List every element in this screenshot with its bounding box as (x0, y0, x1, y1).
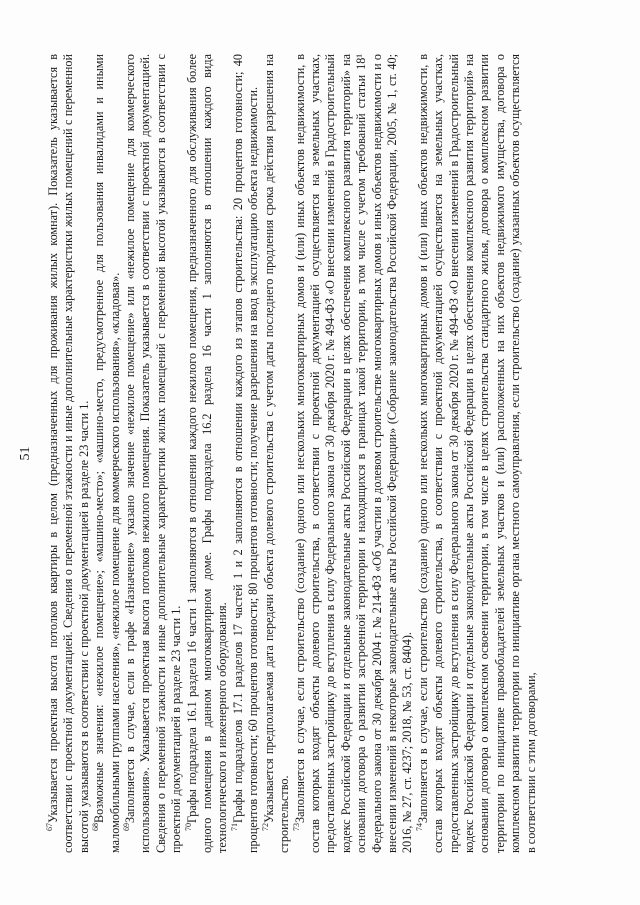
footnote (293, 54, 416, 853)
footnote-text: Заполняется в случае, если в графе «Назначение» указано значение «нежилое помещение» или «нежилое помещение для коммерческого использования». Указывается проектная высота потолков нежилого помещения. Показатель указывается в соответствии с проектной документацией. Сведения о переменной этажности и иные дополнительные характеристики жилых помещений с переменной высотой указываются в соответствии с проектной документацией в разделе 23 части 1. (123, 54, 184, 853)
footnote-mark: 70 (183, 823, 193, 831)
footnote-mark: 71 (229, 823, 239, 831)
footnote (92, 54, 123, 853)
footnote-mark: 68 (91, 823, 101, 831)
footnote-text: Заполняется в случае, если строительство (создание) одного или нескольких многоквартирных домов и (или) иных объектов недвижимости, в состав которых входят объекты долевого строительства, в соответствии с проектной документацией осуществляется на земельных участках, предоставленных застройщику до вступления в силу Федерального закона от 30 декабря 2020 г. № 494-ФЗ «О внесении изменений в Градостроительный кодекс Российской Федерации и отдельные законодательные акты Российской Федерации в целях обеспечения комплексного развития территорий» на основании договора о комплексном освоении территории, в том числе в целях строительства стандартного жилья, договора о комплексном развитии территории по инициативе правообладателей земельных участков и (или) расположенных на них объектов недвижимого имущества, договора о комплексном развитии территории по инициативе органа местного самоуправления, если строительство (создание) указанных объектов осуществляется в соответствии с этим договорами, (415, 54, 538, 853)
footnote-text: Графы подраздела 16.1 раздела 16 части 1 заполняются в отношении каждого нежилого помещения, предназначенного для обслуживания более одного помещения в данном многоквартирном доме. Графы подраздела 16.2 раздела 16 части 1 заполняются в отношении каждого вида технологического и инженерного оборудования. (184, 54, 230, 853)
page-number: 51 (18, 446, 33, 461)
footnote-mark: 67 (44, 823, 54, 831)
footnote-text: Заполняется в случае, если строительство (создание) одного или нескольких многоквартирных домов и (или) иных объектов недвижимости, в состав которых входят объекты долевого строительства, в соответствии с проектной документацией осуществляется на земельных участках, предоставленных застройщику до вступления в силу Федерального закона от 30 декабря 2020 г. № 494-ФЗ «О внесении изменений в Градостроительный кодекс Российской Федерации и отдельные законодательные акты Российской Федерации в целях обеспечения комплексного развития территорий» на основании договора о развитии застроенной территории и находящихся в границах такой территории, в том числе с учетом требований статьи 18¹ Федерального закона от 30 декабря 2004 г. № 214-ФЗ «Об участии в долевом строительстве многоквартирных домов и иных объектов недвижимости и о внесении изменений в некоторые законодательные акты Российской Федерации» (Собрание законодательства Российской Федерации, 2005, № 1, ст. 40; 2016, № 27, ст. 4237; 2018, № 53, ст. 8404). (292, 54, 415, 853)
footnote (123, 54, 185, 853)
footnote (262, 54, 293, 853)
footnote-mark: 73 (291, 823, 301, 831)
footnote (46, 54, 92, 853)
footnote-mark: 69 (121, 823, 131, 831)
footnote-text: Указывается предполагаемая дата передачи объекта долевого строительства с учетом даты последнего продления срока действия разрешения на строительство. (261, 54, 292, 853)
footnote-text: Указывается проектная высота потолков квартиры в целом (предназначенных для проживания жилых комнат). Показатель указывается в соответствии с проектной документацией. Сведения о переменной этажности и иные дополнительные характеристики жилых помещений с переменной высотой указываются в соответствии с проектной документацией в разделе 23 части 1. (46, 54, 91, 853)
footnote-text: Графы подразделов 17.1 разделов 17 частей 1 и 2 заполняются в отношении каждого из этапов строительства: 20 процентов готовности; 40 процентов готовности; 60 процентов готовности; 80 процентов готовности; получение разрешения на ввод в эксплуатацию объекта недвижимости. (230, 54, 261, 853)
footnote (231, 54, 262, 853)
footnote-mark: 72 (260, 823, 270, 831)
footnote-mark: 74 (414, 823, 424, 831)
footnote-text: Возможные значения: «нежилое помещение»; «машино-место»; «машино-место, предусмотренное для пользования инвалидами и иными маломобильными группами населения», «нежилое помещение для коммерческого использования», «кладовая». (92, 54, 122, 853)
footnote (416, 54, 539, 853)
footnote (185, 54, 231, 853)
